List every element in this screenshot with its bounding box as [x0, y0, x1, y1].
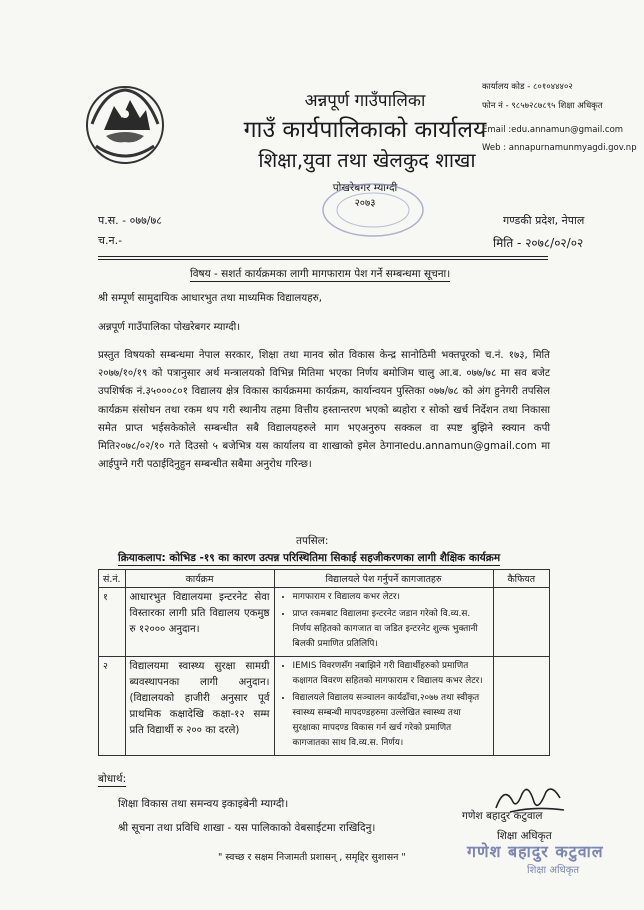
- document-item: • विद्यालयले विद्यालय सञ्चालन कार्यढाँचा,२०७७ तथा स्वीकृत स्वास्थ्य सम्बन्धी मापदण्डहरुमा उल्लेखित स्वास्थ्य तथा सुरक्षाका मापदण्ड विकास गर्न खर्च गरेको प्रमाणित कागजातका साथ वि.व्य.स. निर्णय।: [293, 691, 489, 751]
- remarks-cell: [493, 588, 549, 657]
- cc-recipient: श्री सूचना तथा प्रविधि शाखा - यस पालिकाको वेबसाईटमा राखिदिनु।: [118, 822, 376, 834]
- footer-motto: " स्वच्छ र सक्षम निजामती प्रशासन् , समृद्दिर सुशासन ": [218, 852, 406, 863]
- office-name: गाउँ कार्यपालिकाको कार्यालय: [243, 117, 487, 143]
- column-header: कार्यक्रम: [125, 570, 274, 588]
- established-year: २०७३: [354, 198, 376, 209]
- addressee-line: श्री सम्पूर्ण सामुदायिक आधारभुत तथा माध्यमिक विद्यालयहरु,: [98, 293, 322, 304]
- header-divider: [98, 256, 548, 257]
- column-header: कैफियत: [493, 570, 549, 588]
- cc-heading: बोधार्थ:: [98, 773, 127, 785]
- table-header-row: [99, 570, 550, 588]
- table-row: [99, 657, 550, 756]
- phone-number: फोन नं - ९८५७२८७८९५ शिक्षा अधिकृत: [482, 101, 603, 111]
- title-stamp: शिक्षा अधिकृत: [527, 865, 580, 876]
- document-item: • प्राप्त रकमबाट विद्यालमा इन्टरनेट जडान गरेको वि.व्य.स. निर्णय सहितको कागजात वा जडित इन्टरनेट शुल्क भुक्तानी बिलकी प्रमाणित प्रतिलिपि।: [293, 607, 489, 652]
- documents-cell: [274, 588, 493, 657]
- table-row: [99, 588, 550, 657]
- program-table: [98, 569, 550, 756]
- letter-body: प्रस्तुत विषयको सम्बन्धमा नेपाल सरकार, शिक्षा तथा मानव स्रोत विकास केन्द्र सानोठिमी भक्तपूरको च.नं. १७३, मिति २०७७/१०/१९ को पत्रानुसार अर्थ मन्त्रालयको विभिन्न मितिमा भएका निर्णय बमोजिम चालु आ.ब. ०७७/७८ मा सव बजेट उपशिर्षक नं.३५०००८०१ विद्यालय क्षेत्र विकास कार्यक्रममा कार्यक्रम, कार्यान्वयन पुस्तिका ०७७/७८ को अंग हुनेगरी तपसिल कार्यक्रम संसोधन तथा रकम थप गरी स्थानीय तहमा वित्तीय हस्तान्तरण भएको ब्यहोरा र सोको खर्च निर्देशन तथा निकासा समेत प्राप्त भईसकेकोले सम्बन्धीत सबै विद्यालयहरुले माग भएअनुरुप सक्कल वा स्पष्ट बुझिने स्क्यान कपी मिति२०७८/०२/१० गते दिउसो ५ बजेभित्र यस कार्यालय वा शाखाको इमेल ठेगानाedu.annamun@gmail.com मा आईपुग्ने गरी पठाईदिनुहुन सम्बन्धीत सबैमा अनुरोध गरिन्छ।: [98, 350, 550, 471]
- office-code: कार्यालय कोड - ८०१०४४४०२: [482, 82, 573, 92]
- letter-date: मिति - २०७८/०२/०२: [493, 236, 584, 250]
- details-heading: तपसिल:: [296, 535, 329, 547]
- documents-cell: [274, 657, 493, 756]
- nepal-emblem-logo: [84, 84, 166, 166]
- row-number: १: [99, 588, 126, 657]
- email-address: Email :edu.annamun@gmail.com: [482, 125, 624, 135]
- dispatch-number: च.न.-: [98, 234, 123, 247]
- document-item: • मागफाराम र विद्यालय कभर लेटर।: [293, 590, 489, 605]
- cc-recipient: शिक्षा विकास तथा समन्वय इकाइबेनी म्याग्दी।: [118, 798, 289, 810]
- column-header: विद्यालयले पेश गर्नुपर्ने कागजातहरु: [274, 570, 493, 588]
- website-address: Web : annapurnamunmyagdi.gov.np: [482, 143, 637, 153]
- letter-subject: विषय - सशर्त कार्यक्रमका लागी मागफाराम पेश गर्ने सम्बन्धमा सूचना।: [190, 268, 451, 280]
- header-divider: [98, 259, 548, 260]
- column-header: सं.नं.: [99, 570, 126, 588]
- program-cell: आधारभुत विद्यालयमा इन्टरनेट सेवा विस्तारका लागी प्रति विद्यालय एकमुष्ठ रु १२००० अनुदान।: [125, 588, 274, 657]
- section-name: शिक्षा,युवा तथा खेलकुद शाखा: [258, 148, 476, 172]
- municipality-name: अन्नपूर्ण गाउँपालिका: [304, 91, 426, 111]
- activity-heading: क्रियाकलाप: कोभिड -१९ का कारण उत्पन्न परिस्थितिमा सिकाई सहजीकरणका लागी शैक्षिक कार्यक्रम: [118, 552, 501, 564]
- signatory-title: शिक्षा अधिकृत: [497, 830, 552, 842]
- office-location: पोखरेबगर म्याग्दी: [332, 182, 398, 194]
- addressee-line: अन्नपूर्ण गाउँपालिका पोखरेबगर म्याग्दी।: [98, 322, 241, 333]
- document-item: • IEMIS विवरणसँग नबाझिने गरी विद्यार्थीहरुको प्रमाणित कक्षागत विवरण सहितको मागफाराम र विद्यालय कभर लेटर।: [293, 659, 489, 689]
- name-stamp: गणेश बहादुर कटुवाल: [467, 842, 604, 861]
- letter-reference-number: प.स. - ०७७/७८: [98, 214, 162, 227]
- office-seal-stamp: [318, 178, 428, 238]
- remarks-cell: [493, 657, 549, 756]
- province-label: गण्डकी प्रदेश, नेपाल: [503, 214, 585, 227]
- program-cell: विद्यालयमा स्वास्थ्य सुरक्षा सामग्री ब्यवस्थापनका लागी अनुदान। (विद्यालयको हाजीरी अनुसार पूर्व प्राथमिक कक्षादेखि कक्षा-१२ सम्म प्रति विद्यार्थी रु २०० का दरले): [125, 657, 274, 756]
- signatory-name: गणेश बहादुर कटुवाल: [462, 810, 543, 822]
- row-number: २: [99, 657, 126, 756]
